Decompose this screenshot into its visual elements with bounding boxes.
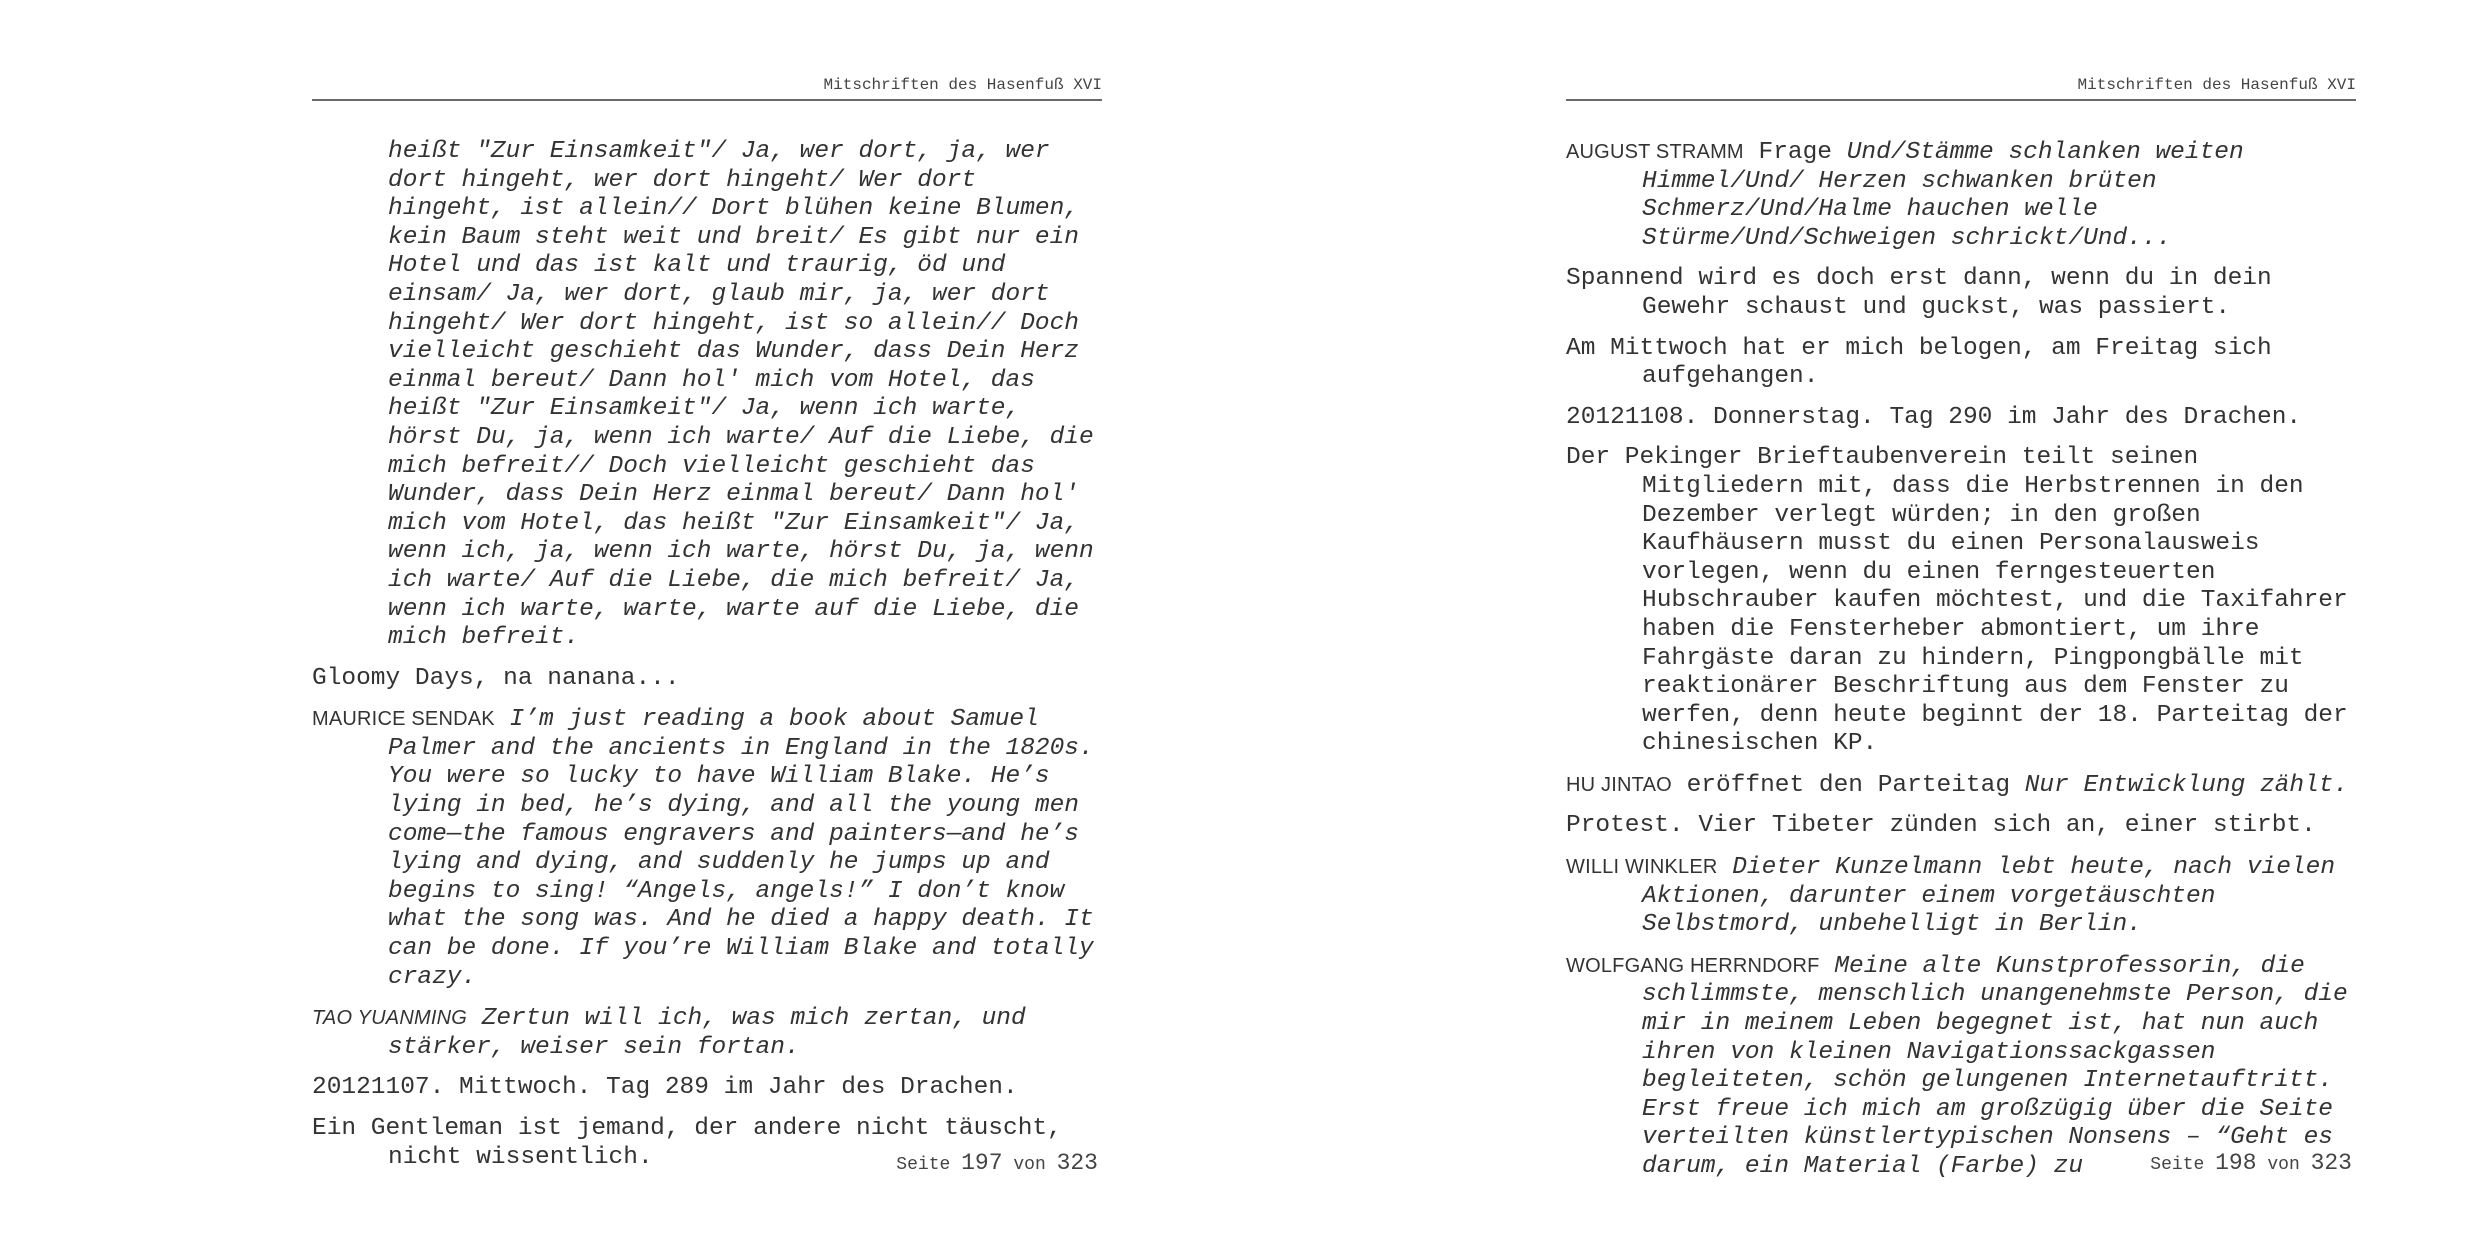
plain-text: eröffnet den Parteitag <box>1686 771 2011 799</box>
footer-seite-label: Seite <box>2150 1155 2205 1175</box>
date-entry <box>1566 404 2356 433</box>
note-paragraph <box>1566 335 2356 392</box>
page-body <box>312 138 1102 1184</box>
right-page <box>1566 0 2356 1240</box>
left-page <box>312 0 1102 1240</box>
plain-text: Frage <box>1758 139 1833 166</box>
quote-text: Und/Stämme schlanken weiten Himmel/Und/ Herzen schwanken brüten Schmerz/Und/Halme hauchen welle Stürme/Und/Schweigen schrickt/Und... <box>1642 139 2244 252</box>
date-text: 20121108. Donnerstag. Tag 290 im Jahr des Drachen. <box>1566 403 2302 431</box>
page-footer <box>312 1148 1098 1180</box>
note-text: Am Mittwoch hat er mich belogen, am Freitag sich aufgehangen. <box>1566 334 2272 391</box>
note-text: Spannend wird es doch erst dann, wenn du in dein Gewehr schaust und guckst, was passiert. <box>1566 265 2272 321</box>
note-paragraph <box>1566 265 2356 322</box>
footer-von-label: von <box>2267 1155 2300 1175</box>
quote-text: I’m just reading a book about Samuel Palmer and the ancients in England in the 1820s. You were so lucky to have William Blake. He’s lying in bed, he’s dying, and all the young men come—the famous engravers and painters—and he’s lying and dying, and suddenly he jumps up and begins to sing! “Angels, angels!” I don’t know what the song was. And he died a happy death. It can be done. If you’re William Blake and totally crazy. <box>388 706 1094 991</box>
speaker-name: AUGUST STRAMM <box>1566 141 1744 163</box>
speaker-name: MAURICE SENDAK <box>312 708 495 731</box>
quote-paragraph <box>1566 853 2356 940</box>
quote-text: Dieter Kunzelmann lebt heute, nach vielen Aktionen, darunter einem vorgetäuschten Selbstmord, unbehelligt in Berlin. <box>1642 854 2336 939</box>
note-text: Gloomy Days, na nanana... <box>312 664 680 692</box>
note-paragraph <box>1566 444 2356 759</box>
date-entry <box>312 1074 1102 1103</box>
speaker-name: TAO YUANMING <box>312 1007 468 1030</box>
footer-seite-label: Seite <box>896 1155 951 1175</box>
running-header: Mitschriften des Hasenfuß XVI <box>312 72 1102 101</box>
page-number: 198 <box>2215 1150 2257 1176</box>
page-total: 323 <box>2310 1150 2352 1176</box>
date-text: 20121107. Mittwoch. Tag 289 im Jahr des Drachen. <box>312 1074 1018 1102</box>
page-number: 197 <box>961 1150 1003 1176</box>
quote-text: Nur Entwicklung zählt. <box>2024 771 2349 799</box>
quote-text: heißt "Zur Einsamkeit"/ Ja, wer dort, ja, wer dort hingeht, wer dort hingeht/ Wer dort hingeht, ist allein// Dort blühen keine Blumen, kein Baum steht weit und breit/ Es gibt nur ein Hotel und das ist kalt und traurig, öd und einsam/ Ja, wer dort, glaub mir, ja, wer dort hingeht/ Wer dort hingeht, ist so allein// Doch vielleicht geschieht das Wunder, dass Dein Herz einmal bereut/ Dann hol' mich vom Hotel, das heißt "Zur Einsamkeit"/ Ja, wenn ich warte, hörst Du, ja, wenn ich warte/ Auf die Liebe, die mich befreit// Doch vielleicht geschieht das Wunder, dass Dein Herz einmal bereut/ Dann hol' mich vom Hotel, das heißt "Zur Einsamkeit"/ Ja, wenn ich, ja, wenn ich warte, hörst Du, ja, wenn ich warte/ Auf die Liebe, die mich befreit/ Ja, wenn ich warte, warte, warte auf die Liebe, die mich befreit. <box>388 138 1094 652</box>
note-text: Ein Gentleman ist jemand, der andere nicht täuscht, nicht wissentlich. <box>312 1115 1062 1171</box>
quote-paragraph <box>1566 771 2356 801</box>
speaker-name: WOLFGANG HERRNDORF <box>1566 954 1820 977</box>
running-header: Mitschriften des Hasenfuß XVI <box>1566 72 2356 101</box>
page-footer <box>1566 1148 2352 1180</box>
quote-paragraph <box>1566 138 2356 253</box>
page-total: 323 <box>1056 1150 1098 1176</box>
speaker-name: WILLI WINKLER <box>1566 856 1718 879</box>
note-paragraph <box>312 665 1102 694</box>
page-body <box>1566 138 2356 1194</box>
song-lyrics-paragraph <box>312 138 1102 653</box>
quote-text: Meine alte Kunstprofessorin, die schlimmste, menschlich unangenehmste Person, die mir in meinem Leben begegnet ist, hat nun auch ihren von kleinen Navigationssackgassen begleiteten, schön gelungenen Internetauftritt. Erst freue ich mich am großzügig über die Seite verteilten künstlertypischen Nonsens – “Geht es darum, ein Material (Farbe) zu <box>1642 952 2348 1180</box>
quote-text: Zertun will ich, was mich zertan, und stärker, weiser sein fortan. <box>388 1005 1026 1061</box>
note-paragraph <box>1566 812 2356 841</box>
speaker-name: HU JINTAO <box>1566 773 1672 796</box>
quote-paragraph <box>312 1004 1102 1062</box>
quote-paragraph <box>312 705 1102 992</box>
note-text: Protest. Vier Tibeter zünden sich an, einer stirbt. <box>1566 812 2316 840</box>
note-text: Der Pekinger Brieftaubenverein teilt seinen Mitgliedern mit, dass die Herbstrennen in den Dezember verlegt würden; in den großen Kaufhäusern musst du einen Personalausweis vorlegen, wenn du einen ferngesteuerten Hubschrauber kaufen möchtest, und die Taxifahrer haben die Fensterheber abmontiert, um ihre Fahrgäste daran zu hindern, Pingpongbälle mit reaktionärer Beschriftung aus dem Fenster zu werfen, denn heute beginnt der 18. Parteitag der chinesischen KP. <box>1566 444 2348 758</box>
footer-von-label: von <box>1013 1155 1046 1175</box>
